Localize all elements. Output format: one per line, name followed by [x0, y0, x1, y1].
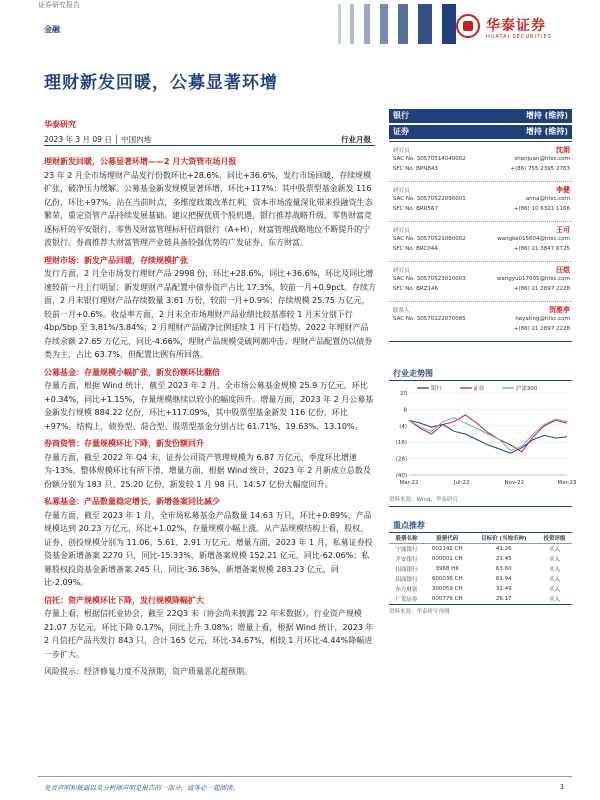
ratings-box	[389, 109, 572, 142]
report-title: 理财新发回暖，公募显著环增	[44, 73, 278, 93]
trend-line-chart	[389, 387, 577, 493]
table-cell: 招商银行	[395, 577, 418, 583]
analyst-card	[389, 262, 572, 302]
analyst-sac: SAC No. S0570122070085	[393, 316, 466, 322]
table-cell: 买入	[549, 587, 561, 593]
y-tick-label: 20	[400, 391, 407, 397]
analyst-role: 研究员	[393, 148, 410, 154]
risk-warning: 风险提示：经济修复力度不及预期，资产质量恶化超预期。	[44, 667, 252, 676]
section-heading: 理财新发回暖，公募显著环增——2 月大资管市场月报	[44, 157, 237, 166]
table-row	[389, 564, 572, 574]
table-cell: 买入	[549, 597, 561, 603]
section-text: 发行方面，2 月全市场发行理财产品 2998 份，环比+28.6%，同比+36.6%，环比及同比增速较前一月上行明显；新发理财产品配置中债券资产占比 17.3%，较前一月+0.9pct。存续方面，2 月末银行理财产品存续数量 3.61 万份，较前一月+0.9%；存续规模 25.75 万亿元，较前一月+0.6%。收益率方面，2 月末全市场理财产品业绩比较基准较 1 月末分别下行 4bp/5bp 至 3.81%/3.84%；2 月理财产品破净比例延续 1 月下行趋势。2022 年理财产品存续余额 27.65 万亿元，同比-4.66%，理财产品规模受破网潮冲击；理财产品配置仍以债券类为主，占比 63.7%，但配置比例有所回落。	[44, 269, 376, 359]
table-cell: 广发证券	[395, 597, 418, 603]
section-summary	[44, 155, 376, 250]
rating-sector: 证券	[393, 127, 409, 136]
analyst-sfc: SFC No. BPN843	[393, 166, 438, 172]
table-cell: 21.45	[495, 556, 512, 562]
analyst-role: 研究员	[393, 228, 410, 234]
logo-name-en: HUATAI SECURITIES	[486, 34, 552, 40]
analyst-email[interactable]: anna@htsc.com	[525, 196, 570, 202]
analyst-sfc: SFC No. BRR567	[393, 206, 439, 212]
analyst-phone: +(86) 21 2897 2228	[513, 286, 570, 292]
section-private-funds	[44, 495, 376, 590]
table-cell: 买入	[549, 567, 561, 573]
analyst-email[interactable]: heyating@htsc.com	[515, 316, 570, 322]
table-cell: 买入	[549, 577, 561, 583]
table-cell: 宁波银行	[395, 547, 418, 553]
section-wealth-mgmt	[44, 254, 376, 362]
analyst-sfc: SFC No. BRZ146	[393, 286, 438, 292]
section-text: 存量方面，根据 Wind 统计，截至 2023 年 2 月，全市场公募基金规模 25.9 万亿元，环比+0.34%，同比+1.15%，存量规模继续以较小的幅度回升。增量方面，2023 年 2 月公募基金新发行规模 884.22 亿份，环比+117.09%，其中股票型基金新发 116 亿份，环比+97%。结构上，债券型、混合型、股票型基金分别占比 61.71%、19.63%、13.10%。	[44, 381, 374, 431]
disclaimer-note: 免责声明和披露以及分析师声明是报告的一部分，请务必一起阅读。	[44, 784, 239, 792]
analyst-role: 研究员	[393, 188, 410, 194]
report-type-label: 证券研究报告	[38, 1, 80, 9]
analyst-list	[389, 142, 572, 342]
section-heading: 券商资管：存量规模环比下降，新发份额回升	[44, 439, 204, 448]
section-broker-am	[44, 437, 376, 491]
legend-label: 银行	[430, 386, 442, 392]
picks-heading: 重点推荐	[389, 519, 572, 533]
company-logo	[456, 12, 572, 48]
logo-name-cn: 华泰证券	[486, 18, 546, 34]
table-cell: 31.49	[495, 586, 512, 592]
x-tick-label: Mar-22	[399, 480, 419, 486]
series-line-1	[409, 415, 567, 452]
analyst-email[interactable]: wangyu017005@htsc.com	[496, 276, 570, 282]
table-cell: 61.94	[495, 576, 512, 582]
report-kind: 行业月报	[341, 135, 371, 144]
y-tick-label: (28)	[395, 456, 407, 463]
sidebar	[389, 109, 577, 615]
table-row	[389, 574, 572, 584]
table-cell: 600036 CH	[431, 576, 463, 582]
table-row	[389, 594, 572, 604]
analyst-role: 联系人	[393, 308, 410, 314]
report-date: 2023 年 3 月 09 日 │ 中国内地	[44, 135, 152, 144]
column-header: 股票代码	[424, 533, 471, 544]
analyst-phone: +(86) 21 3847 6725	[513, 246, 570, 252]
analyst-phone: +(86) 21 2897 2228	[513, 326, 570, 332]
analyst-sac: SAC No. S0570514040002	[393, 156, 466, 162]
chart-source: 资料来源：Wind，华泰研究	[389, 493, 572, 507]
table-cell: 002142 CH	[431, 546, 463, 552]
page-number: 1	[560, 783, 565, 791]
analyst-name: 沈娟	[556, 146, 570, 154]
series-line-2	[409, 418, 567, 451]
analyst-card	[389, 142, 572, 182]
section-trust	[44, 594, 376, 662]
rating-row	[389, 125, 572, 139]
analyst-role: 研究员	[393, 268, 410, 274]
section-heading: 信托：资产规模环比下降，发行规模降幅扩大	[44, 595, 204, 605]
analyst-sfc: SFC No. BRC044	[393, 246, 438, 252]
table-cell: 平安银行	[395, 557, 418, 563]
x-tick-label: Nov-22	[504, 480, 525, 486]
legend-label: 证券	[473, 386, 485, 392]
table-cell: 3968 HK	[435, 566, 460, 572]
analyst-email[interactable]: shenjuan@htsc.com	[514, 156, 570, 162]
analyst-sac: SAC No. S0570522090001	[393, 196, 466, 202]
section-text: 存量方面，截至 2022 年 Q4 末，证券公司资产管理规模为 6.87 万亿元，季度环比增速为-13%，整体规模环比有所下滑，增量方面，根据 Wind 统计，2023 年 2 月新成立总数及份额分别为 183 只、25.20 亿份，新发较 1 月 98 只、14.57 亿份大幅度回升。	[44, 452, 371, 489]
analyst-name: 汪煜	[556, 266, 570, 274]
table-header-row	[389, 533, 572, 544]
y-tick-label: 8	[403, 407, 407, 414]
section-public-funds	[44, 366, 376, 434]
table-cell: 东方财富	[395, 587, 418, 593]
header-decoration-bars	[38, 0, 458, 70]
dateline	[44, 132, 375, 146]
sector-tag: 金融	[44, 25, 60, 34]
section-text: 存量方面，截至 2023 年 1 月，全市场私募基金产品数量 14.63 万只，环比+0.89%，产品规模达到 20.23 万亿元，环比+1.02%，存量规模小幅上涨。从产品规模结构上看，股权、证券、创投规模分别为 11.06、5.61、2.91 万亿元。增量方面，2023 年 1 月，私募证券投资基金新增备案 2270 只，同比-15.33%，新增备案规模 152.21 亿元，同比-62.06%；私募股权投资基金新增备案 245 只，同比-36.36%，新增备案规模 283.23 亿元，同比-2.09%。	[44, 510, 373, 587]
x-tick-label: Jul-22	[453, 480, 470, 486]
table-cell: 招商银行	[395, 567, 418, 573]
section-text: 23 年 2 月全市场理财产品发行份数环比+28.6%，同比+36.6%，发行市场回暖，存续规模扩张，破净压力缓解。公募基金新发规模显著环增，环比+117%：其中股票型基金新发 116 亿份，环比+97%。站在当前时点，多维度政策改革红利，资本市场流量深化带来投融资生态繁荣，重定资管产品持续发展基础。建议把握优质个股机遇，银行推荐战略升级、零售财富竞逐标杆的平安银行，零售及财富管理标杆招商银行（A+H），财富管理战略地位不断提升的宁波银行。券商推荐大财富管理产业链具备较强优势的广发证券、东方财富。	[44, 170, 373, 247]
analyst-name: 贺雅亭	[549, 306, 570, 314]
research-org: 华泰研究	[44, 120, 76, 129]
analyst-name: 王可	[556, 226, 570, 234]
picks-table	[389, 533, 572, 604]
table-row	[389, 584, 572, 594]
column-header: 投资评级	[537, 533, 572, 544]
analyst-sac: SAC No. S0570523010003	[393, 276, 466, 282]
table-cell: 41.26	[495, 546, 512, 552]
column-header: 股票名称	[389, 533, 424, 544]
trend-heading: 行业走势图	[389, 367, 572, 381]
y-tick-label: (40)	[395, 473, 407, 479]
table-cell: 300059 CH	[431, 586, 463, 592]
footer-divider	[38, 776, 572, 777]
trend-chart-box	[389, 367, 577, 493]
analyst-sac: SAC No. S0570521080002	[393, 236, 466, 242]
analyst-phone: +(86) 10 6321 1166	[513, 206, 570, 212]
analyst-card	[389, 182, 572, 222]
rating-row	[389, 109, 572, 123]
legend-label: 沪深300	[515, 386, 538, 392]
analyst-email[interactable]: wangke015604@htsc.com	[497, 236, 570, 242]
section-text: 存量上看，根据信托业协会，截至 22Q3 末（协会尚未披露 22 年末数据），行业资产规模 21.07 万亿元，环比下降 0.17%，同比上升 3.08%；增量上看，根据 Wind 统计，2023 年 2 月信托产品共发行 843 只，合计 165 亿元，环比-34.67%，相较 1 月环比-4.44%降幅进一步扩大。	[44, 609, 374, 659]
section-heading: 公募基金：存量规模小幅扩张，新发份额环比翻倍	[44, 367, 220, 377]
rating-value: 增持 (维持)	[525, 127, 568, 136]
table-row	[389, 554, 572, 564]
table-cell: 000776 CH	[431, 596, 463, 602]
y-tick-label: (16)	[395, 440, 407, 447]
analyst-name: 李健	[556, 186, 570, 194]
rating-sector: 银行	[393, 111, 409, 120]
analyst-phone: +(86) 755 2395 2763	[510, 166, 570, 172]
table-cell: 63.60	[495, 566, 512, 572]
table-cell: 26.17	[495, 596, 512, 602]
y-tick-label: (4)	[399, 423, 407, 430]
report-body	[44, 155, 376, 679]
table-cell: 买入	[549, 557, 561, 563]
analyst-card	[389, 302, 572, 342]
section-heading: 私募基金：产品数量稳定增长，新增备案同比减少	[44, 497, 220, 506]
logo-mark-icon	[456, 14, 480, 38]
table-cell: 000001 CH	[431, 556, 463, 562]
analyst-card	[389, 222, 572, 262]
table-row	[389, 544, 572, 555]
x-tick-label: Mar-23	[557, 480, 577, 486]
table-cell: 买入	[549, 547, 561, 553]
section-heading: 理财市场：新发产品回暖，存续规模扩张	[44, 255, 188, 265]
column-header: 目标价 (当地币种)	[471, 533, 537, 544]
rating-value: 增持 (维持)	[525, 111, 568, 120]
picks-source: 资料来源：华泰研究预测	[389, 604, 572, 615]
